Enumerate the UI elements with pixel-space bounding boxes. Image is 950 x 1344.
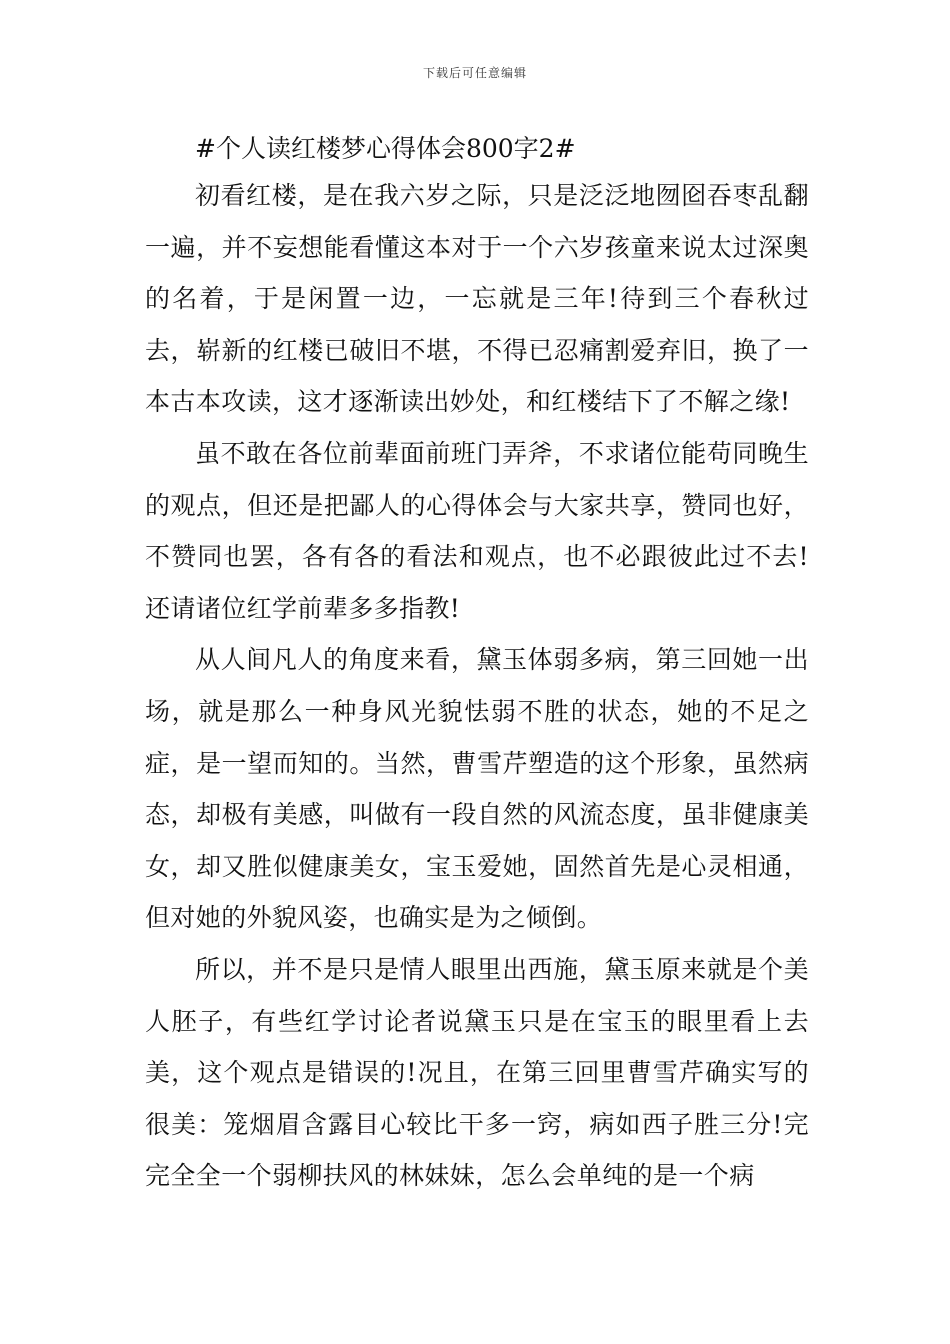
paragraph: 从人间凡人的角度来看，黛玉体弱多病，第三回她一出场，就是那么一种身风光貌怯弱不胜的状态，她的不足之症，是一望而知的。当然，曹雪芹塑造的这个形象，虽然病态，却极有美感，叫做有一段自然的风流态度，虽非健康美女，却又胜似健康美女，宝玉爱她，固然首先是心灵相通，但对她的外貌风姿，也确实是为之倾倒。 <box>145 645 809 933</box>
paragraph: 所以，并不是只是情人眼里出西施，黛玉原来就是个美人胚子，有些红学讨论者说黛玉只是在宝玉的眼里看上去美，这个观点是错误的!况且，在第三回里曹雪芹确实写的很美：笼烟眉含露目心较比干多一窍，病如西子胜三分!完完全全一个弱柳扶风的林妹妹，怎么会单纯的是一个病 <box>145 954 809 1191</box>
header-note: 下载后可任意编辑 <box>422 66 527 80</box>
paragraph: 初看红楼，是在我六岁之际，只是泛泛地囫囵吞枣乱翻一遍，并不妄想能看懂这本对于一个六岁孩童来说太过深奥的名着，于是闲置一边，一忘就是三年!待到三个春秋过去，崭新的红楼已破旧不堪，不得已忍痛割爱弃旧，换了一本古本攻读，这才逐渐读出妙处，和红楼结下了不解之缘! <box>145 181 809 417</box>
paragraph: 虽不敢在各位前辈面前班门弄斧，不求诸位能苟同晚生的观点，但还是把鄙人的心得体会与大家共享，赞同也好，不赞同也罢，各有各的看法和观点，也不必跟彼此过不去!还请诸位红学前辈多多指教! <box>145 438 809 623</box>
document-title: #个人读红楼梦心得体会800字2# <box>195 134 576 163</box>
document-body <box>145 128 809 1202</box>
